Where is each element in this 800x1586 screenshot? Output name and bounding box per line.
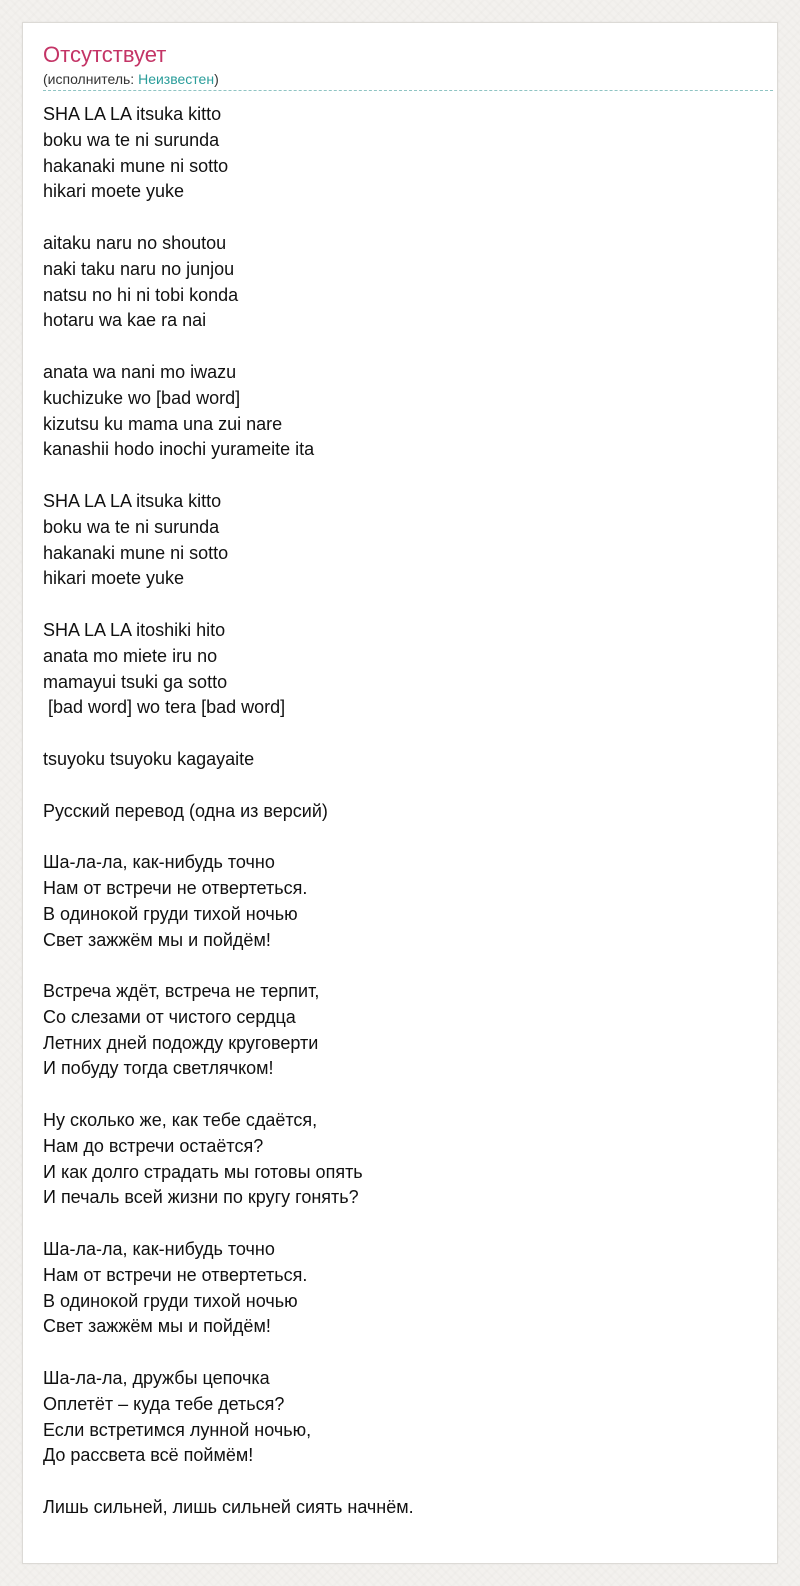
lyric-line: Если встретимся лунной ночью, [43, 1419, 312, 1440]
lyric-line: SHA LA LA itsuka kitto [43, 104, 222, 124]
lyric-line: Встреча ждёт, встреча не терпит, [43, 981, 320, 1002]
lyric-line: SHA LA LA itoshiki hito [43, 619, 226, 640]
lyric-line: Свет зажжём мы и пойдём! [43, 1316, 271, 1337]
lyric-line: boku wa te ni surunda [43, 129, 220, 150]
artist-prefix: (исполнитель: [43, 71, 139, 87]
lyric-line: kuchizuke wo [bad word] [43, 387, 241, 408]
lyric-line: hakanaki mune ni sotto [43, 542, 229, 563]
lyric-line: Лишь сильней, лишь сильней сиять начнём. [43, 1497, 414, 1518]
stanza-gap [43, 1469, 757, 1495]
artist-line [43, 70, 757, 88]
lyric-line: В одинокой груди тихой ночью [43, 903, 298, 924]
lyric-line: hakanaki mune ni sotto [43, 155, 229, 176]
lyric-line: anata mo miete iru no [43, 645, 218, 666]
stanza-gap [43, 592, 757, 618]
lyric-line: aitaku naru no shoutou [43, 232, 227, 253]
stanza-gap [43, 953, 757, 979]
lyric-line: SHA LA LA itsuka kitto [43, 490, 222, 511]
song-title: Отсутствует [43, 42, 167, 67]
stanza-gap [43, 1211, 757, 1237]
lyric-line: Ша-ла-ла, как-нибудь точно [43, 1239, 275, 1260]
lyrics-text [43, 102, 757, 1521]
lyric-line: Летних дней подожду круговерти [43, 1032, 319, 1053]
lyric-line: Оплетёт – куда тебе деться? [43, 1393, 285, 1414]
lyric-line: Свет зажжём мы и пойдём! [43, 929, 271, 950]
artist-link[interactable]: Неизвестен [138, 71, 215, 87]
lyric-line: В одинокой груди тихой ночью [43, 1290, 298, 1311]
lyric-line: Ну сколько же, как тебе сдаётся, [43, 1110, 318, 1131]
stanza-gap [43, 463, 757, 489]
lyric-line: До рассвета всё поймём! [43, 1445, 254, 1466]
lyric-line: И как долго страдать мы готовы опять [43, 1161, 363, 1182]
lyric-line: hotaru wa kae ra nai [43, 310, 207, 331]
stanza-gap [43, 1340, 757, 1366]
stanza-gap [43, 721, 757, 747]
lyrics-card [22, 22, 778, 1564]
lyric-line: tsuyoku tsuyoku kagayaite [43, 748, 255, 769]
stanza-gap [43, 334, 757, 360]
lyric-line: naki taku naru no junjou [43, 258, 235, 279]
stanza-gap [43, 773, 757, 799]
lyric-line: [bad word] wo tera [bad word] [43, 697, 286, 718]
lyric-line: Нам от встречи не отвертеться. [43, 877, 308, 898]
lyric-line: boku wa te ni surunda [43, 516, 220, 537]
stanza-gap [43, 824, 757, 850]
lyric-line: Нам от встречи не отвертеться. [43, 1264, 308, 1285]
stanza-gap [43, 205, 757, 231]
lyric-line: kanashii hodo inochi yurameite ita [43, 439, 315, 460]
lyric-line: hikari moete yuke [43, 568, 185, 589]
lyric-line: Русский перевод (одна из версий) [43, 800, 328, 821]
lyric-line: hikari moete yuke [43, 181, 185, 202]
title-divider [43, 90, 773, 91]
lyric-line: Ша-ла-ла, как-нибудь точно [43, 852, 275, 873]
lyric-line: И побуду тогда светлячком! [43, 1058, 274, 1079]
lyric-line: Со слезами от чистого сердца [43, 1006, 296, 1027]
lyric-line: mamayui tsuki ga sotto [43, 671, 228, 692]
lyric-line: kizutsu ku mama una zui nare [43, 413, 283, 434]
artist-suffix: ) [214, 71, 219, 87]
stanza-gap [43, 1082, 757, 1108]
lyric-line: anata wa nani mo iwazu [43, 361, 237, 382]
lyric-line: Ша-ла-ла, дружбы цепочка [43, 1368, 270, 1389]
lyric-line: Нам до встречи остаётся? [43, 1135, 264, 1156]
lyric-line: natsu no hi ni tobi konda [43, 284, 239, 305]
lyric-line: И печаль всей жизни по кругу гонять? [43, 1187, 359, 1208]
